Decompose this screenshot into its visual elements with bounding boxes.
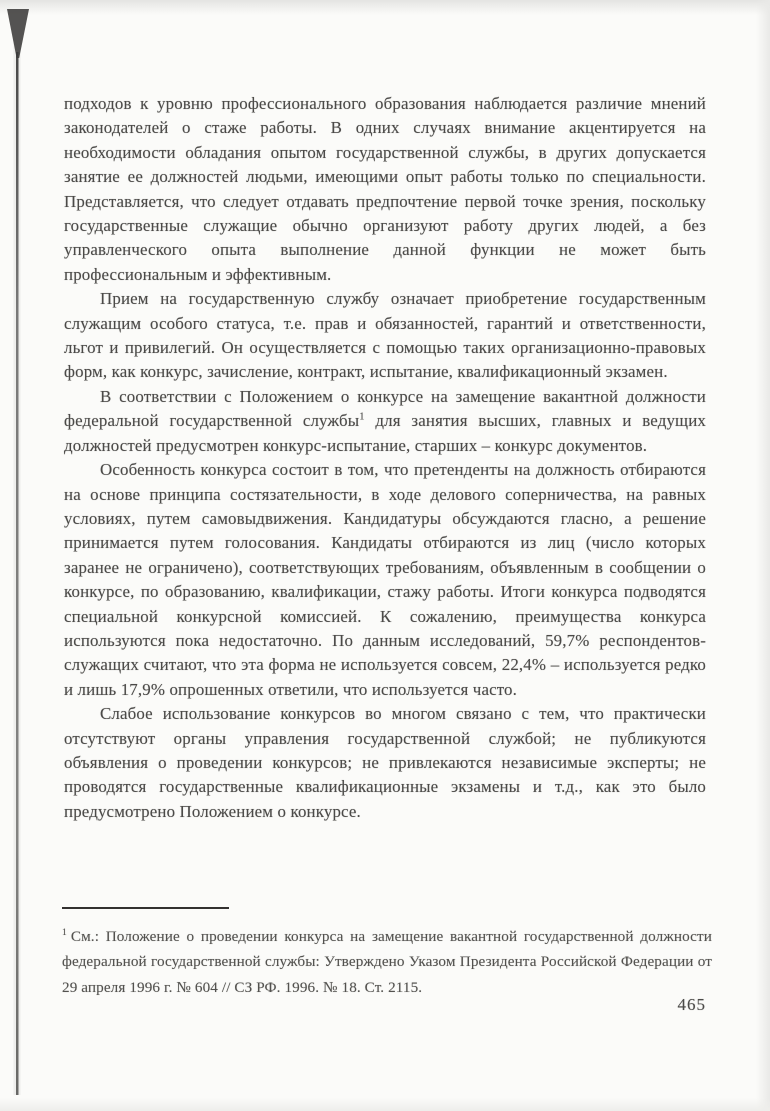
- paragraph: Прием на государственную службу означает приобретение государственным служащим особого статуса, т.е. прав и обязанностей, гарантий и ответственности, льгот и привилегий. Он осуществляется с помощью таких организационно-правовых форм, как конкурс, зачисление, контракт, испытание, квалификационный экзамен.: [64, 289, 706, 382]
- scan-edge-top: [0, 0, 770, 15]
- scan-edge-right: [756, 0, 770, 1111]
- paragraph-text: для занятия высших, главных и ведущих должностей предусмотрен конкурс-испытание, старших – конкурс документов.: [64, 411, 706, 455]
- paragraph: Особенность конкурса состоит в том, что претенденты на должность отбираются на основе принципа состязательности, в ходе делового соперничества, на равных условиях, путем самовыдвижения. Кандидатуры обсуждаются гласно, а решение принимается путем голосования. Кандидаты отбираются из лиц (число которых заранее не ограничено), соответствующих требованиям, объявленным в сообщении о конкурсе, по образованию, квалификации, стажу работы. Итоги конкурса подводятся специальной конкурсной комиссией. К сожалению, преимущества конкурса используются пока недостаточно. По данным исследований, 59,7% респондентов-служащих считают, что эта форма не используется совсем, 22,4% – используется редко и лишь 17,9% опрошенных ответили, что используется часто.: [64, 460, 706, 699]
- paragraph: [64, 385, 706, 458]
- scan-edge-bottom: [0, 1098, 770, 1111]
- page-body: [64, 92, 706, 824]
- paragraph: Слабое использование конкурсов во многом связано с тем, что практически отсутствуют органы управления государственной службой; не публикуются объявления о проведении конкурсов; не привлекаются независимые эксперты; не проводятся государственные квалификационные экзамены и т.д., как это было предусмотрено Положением о конкурсе.: [64, 704, 706, 821]
- paragraph-text: В соответствии с Положением о конкурсе на замещение вакантной должности федеральной государственной службы: [64, 386, 706, 431]
- footnote: [62, 924, 712, 1000]
- footnote-separator: [62, 907, 229, 909]
- binding-crease-artifact: [0, 0, 40, 1111]
- footnote-marker: 1: [62, 927, 67, 938]
- page-number: 465: [677, 995, 706, 1014]
- footnote-reference: 1: [359, 411, 365, 423]
- paragraph: подходов к уровню профессионального образования наблюдается различие мнений законодателей о стаже работы. В одних случаях внимание акцентируется на необходимости обладания опытом государственной службы, в других допускается занятие ее должностей людьми, имеющими опыт работы только по специальности. Представляется, что следует отдавать предпочтение первой точке зрения, поскольку государственные служащие обычно организуют работу других людей, а без управленческого опыта выполнение данной функции не может быть профессиональным и эффективным.: [64, 94, 706, 284]
- footnote-text: См.: Положение о проведении конкурса на замещение вакантной государственной должности федеральной государственной службы: Утверждено Указом Президента Российской Федерации от 29 апреля 1996 г. № 604 // СЗ РФ. 1996. № 18. Ст. 2115.: [62, 928, 712, 996]
